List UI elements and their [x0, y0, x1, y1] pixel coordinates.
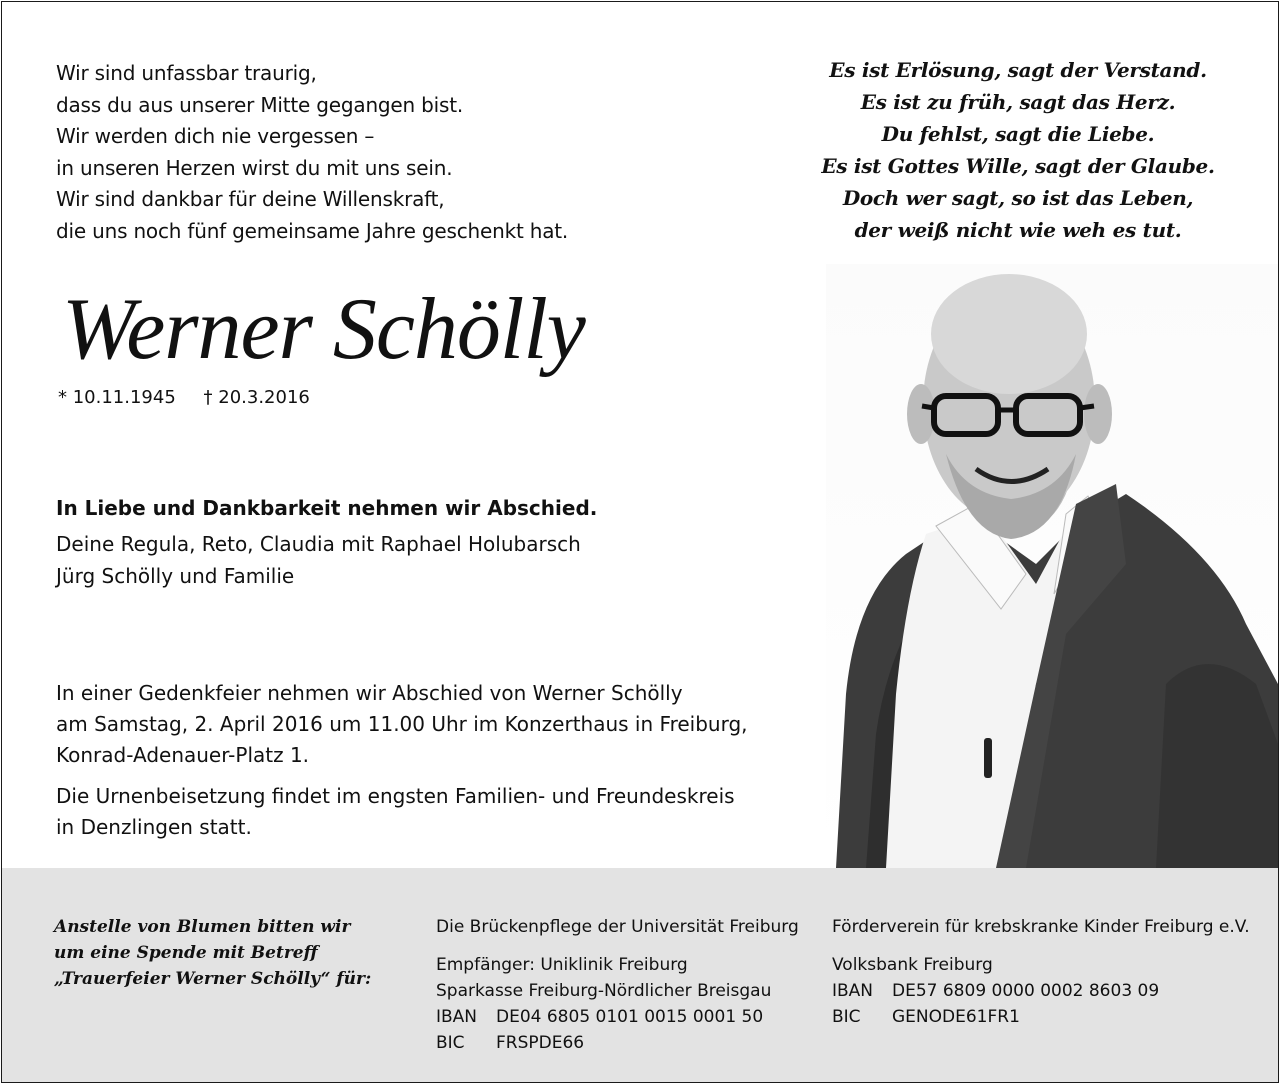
- donation-line: „Trauerfeier Werner Schölly“ für:: [54, 969, 372, 989]
- intro-line: Wir werden dich nie vergessen –: [56, 124, 375, 148]
- quote-line: Du fehlst, sagt die Liebe.: [881, 122, 1155, 146]
- donation-request: [54, 914, 371, 992]
- iban-label: IBAN: [832, 981, 874, 1001]
- ceremony-line: Konrad-Adenauer-Platz 1.: [56, 743, 310, 767]
- burial-line: Die Urnenbeisetzung findet im engsten Familien- und Freundeskreis: [56, 784, 735, 808]
- bic-label: BIC: [436, 1033, 465, 1053]
- account-bank: Volksbank Freiburg: [832, 955, 993, 975]
- ceremony-line: am Samstag, 2. April 2016 um 11.00 Uhr im Konzerthaus in Freiburg,: [56, 712, 748, 736]
- account-org: Förderverein für krebskranke Kinder Freiburg e.V.: [832, 917, 1250, 937]
- mourner-line: Jürg Schölly und Familie: [56, 564, 295, 588]
- bic-label: BIC: [832, 1007, 861, 1027]
- deceased-name: Werner Schölly: [62, 281, 585, 378]
- farewell-block: [56, 492, 597, 592]
- donation-line: um eine Spende mit Betreff: [54, 943, 318, 963]
- ceremony-line: In einer Gedenkfeier nehmen wir Abschied von Werner Schölly: [56, 681, 683, 705]
- donation-section: [2, 868, 1278, 1082]
- intro-text: [56, 58, 568, 247]
- donation-line: Anstelle von Blumen bitten wir: [54, 917, 351, 937]
- intro-line: in unseren Herzen wirst du mit uns sein.: [56, 155, 453, 180]
- account-recipient: Empfänger: Uniklinik Freiburg: [436, 955, 688, 975]
- bic-value: FRSPDE66: [496, 1033, 585, 1053]
- account-bank: Sparkasse Freiburg-Nördlicher Breisgau: [436, 981, 772, 1001]
- burial-line: in Denzlingen statt.: [56, 815, 252, 839]
- iban-label: IBAN: [436, 1007, 478, 1027]
- quote-poem: [802, 54, 1234, 246]
- bank-account-2: [832, 914, 1250, 1030]
- account-org: Die Brückenpflege der Universität Freiburg: [436, 917, 799, 937]
- intro-line: dass du aus unserer Mitte gegangen bist.: [56, 92, 464, 117]
- account-iban-row: [832, 978, 1250, 1004]
- obituary-notice: [1, 1, 1279, 1083]
- account-iban-row: [436, 1004, 799, 1030]
- bank-account-1: [436, 914, 799, 1056]
- quote-line: der weiß nicht wie weh es tut.: [854, 218, 1182, 242]
- intro-line: Wir sind dankbar für deine Willenskraft,: [56, 187, 445, 211]
- iban-value: DE04 6805 0101 0015 0001 50: [496, 1007, 764, 1027]
- death-date: † 20.3.2016: [203, 387, 310, 408]
- quote-line: Doch wer sagt, so ist das Leben,: [842, 186, 1194, 210]
- quote-line: Es ist Gottes Wille, sagt der Glaube.: [821, 154, 1215, 178]
- account-bic-row: [436, 1030, 799, 1056]
- mourner-line: Deine Regula, Reto, Claudia mit Raphael Holubarsch: [56, 532, 581, 556]
- quote-line: Es ist zu früh, sagt das Herz.: [860, 90, 1176, 114]
- bic-value: GENODE61FR1: [892, 1007, 1020, 1027]
- intro-line: Wir sind unfassbar traurig,: [56, 61, 317, 85]
- life-dates: [58, 387, 332, 408]
- quote-line: Es ist Erlösung, sagt der Verstand.: [829, 58, 1207, 82]
- iban-value: DE57 6809 0000 0002 8603 09: [892, 981, 1160, 1001]
- birth-date: * 10.11.1945: [58, 387, 176, 408]
- account-bic-row: [832, 1004, 1250, 1030]
- portrait-photo: [826, 264, 1278, 868]
- intro-line: die uns noch fünf gemeinsame Jahre geschenkt hat.: [56, 218, 569, 243]
- farewell-lead: In Liebe und Dankbarkeit nehmen wir Abschied.: [56, 496, 598, 520]
- ceremony-info: [56, 678, 748, 843]
